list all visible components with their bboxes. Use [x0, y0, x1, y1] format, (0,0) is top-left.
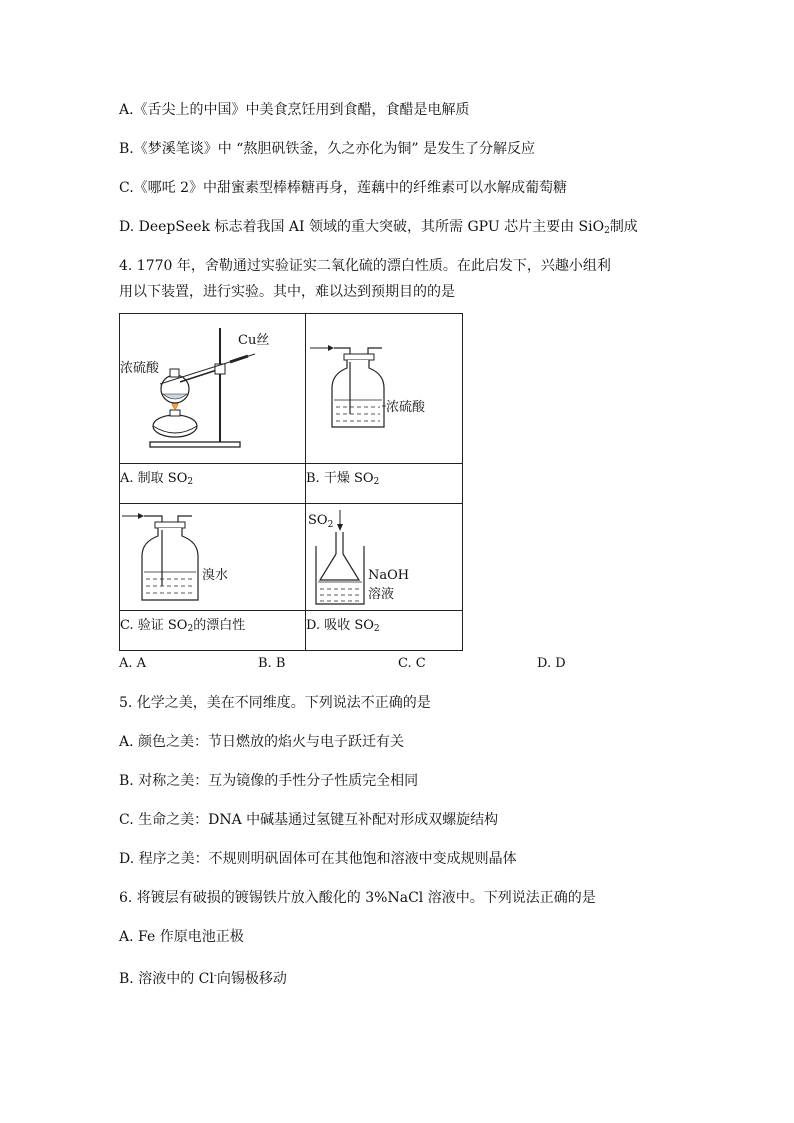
- q5-option-b: B. 对称之美：互为镜像的手性分子性质完全相同: [119, 773, 419, 789]
- cell-c-label-text: C. 验证 SO: [120, 618, 188, 633]
- q3-option-d-tail: 制成: [609, 219, 638, 235]
- conc-h2so4-label-a: 浓硫酸: [120, 361, 160, 376]
- conc-h2so4-label-b: 浓硫酸: [386, 400, 426, 415]
- cu-wire-label: Cu丝: [238, 333, 270, 348]
- so2-label: [308, 513, 333, 530]
- q3-option-a: A.《舌尖上的中国》中美食烹饪用到食醋，食醋是电解质: [119, 102, 470, 118]
- cell-a-label-subscript: 2: [187, 477, 194, 487]
- cell-c-label: [120, 618, 245, 637]
- solution-label: 溶液: [368, 587, 395, 602]
- cell-b-label-text: B. 干燥 SO: [306, 471, 374, 486]
- apparatus-b-diagram: [306, 314, 461, 463]
- q3-option-c: C.《哪吒 2》中甜蜜素型棒棒糖再身，莲藕中的纤维素可以水解成葡萄糖: [119, 180, 568, 196]
- apparatus-table: [119, 313, 463, 651]
- q4-answer-a: A. A: [119, 656, 147, 671]
- q5-stem: 5. 化学之美，美在不同维度。下列说法不正确的是: [119, 695, 431, 711]
- bromine-water-label: 溴水: [202, 568, 229, 583]
- q6-option-b-superscript: -: [213, 971, 217, 981]
- q4-answer-c: C. C: [398, 656, 426, 671]
- q6-stem: 6. 将镀层有破损的镀锡铁片放入酸化的 3%NaCl 溶液中。下列说法正确的是: [119, 890, 596, 906]
- so2-label-subscript: 2: [327, 520, 334, 530]
- apparatus-d-diagram: [306, 504, 461, 610]
- cell-a-label-text: A. 制取 SO: [120, 471, 188, 486]
- cell-c-label-tail: 的漂白性: [193, 618, 246, 633]
- q6-option-b: [119, 967, 287, 988]
- q4-stem-line-1: 4. 1770 年，舍勒通过实验证实二氧化硫的漂白性质。在此启发下，兴趣小组利: [119, 258, 611, 274]
- q3-option-d: [119, 218, 638, 240]
- q4-answer-b: B. B: [258, 656, 286, 671]
- q6-option-b-text: B. 溶液中的 Cl: [119, 971, 214, 987]
- q4-answer-d: D. D: [537, 656, 566, 671]
- cell-b-label-subscript: 2: [373, 477, 380, 487]
- naoh-label: NaOH: [368, 568, 410, 583]
- q3-option-d-text: D. DeepSeek 标志着我国 AI 领域的重大突破，其所需 GPU 芯片主要由 SiO: [119, 219, 605, 235]
- cell-d-label-text: D. 吸收 SO: [306, 618, 374, 633]
- so2-label-main: SO: [308, 513, 328, 528]
- q5-option-d: D. 程序之美：不规则明矾固体可在其他饱和溶液中变成规则晶体: [119, 851, 517, 867]
- cell-b-label: [306, 471, 379, 490]
- cell-a-label: [120, 471, 193, 490]
- q5-option-c: C. 生命之美：DNA 中碱基通过氢键互补配对形成双螺旋结构: [119, 812, 499, 828]
- cell-d-label: [306, 618, 380, 637]
- q5-option-a: A. 颜色之美：节日燃放的焰火与电子跃迁有关: [119, 734, 405, 750]
- q4-stem-line-2: 用以下装置，进行实验。其中，难以达到预期目的的是: [119, 284, 455, 300]
- q6-option-a: A. Fe 作原电池正极: [119, 929, 244, 945]
- q3-option-b: B.《梦溪笔谈》中 “熬胆矾铁釜，久之亦化为铜” 是发生了分解反应: [119, 141, 535, 157]
- q3-option-d-subscript: 2: [604, 226, 610, 236]
- cell-d-label-subscript: 2: [373, 624, 380, 634]
- cell-c-label-subscript: 2: [187, 624, 194, 634]
- q6-option-b-tail: 向锡极移动: [216, 971, 287, 987]
- apparatus-a-diagram: [120, 314, 305, 463]
- apparatus-c-diagram: [120, 504, 305, 610]
